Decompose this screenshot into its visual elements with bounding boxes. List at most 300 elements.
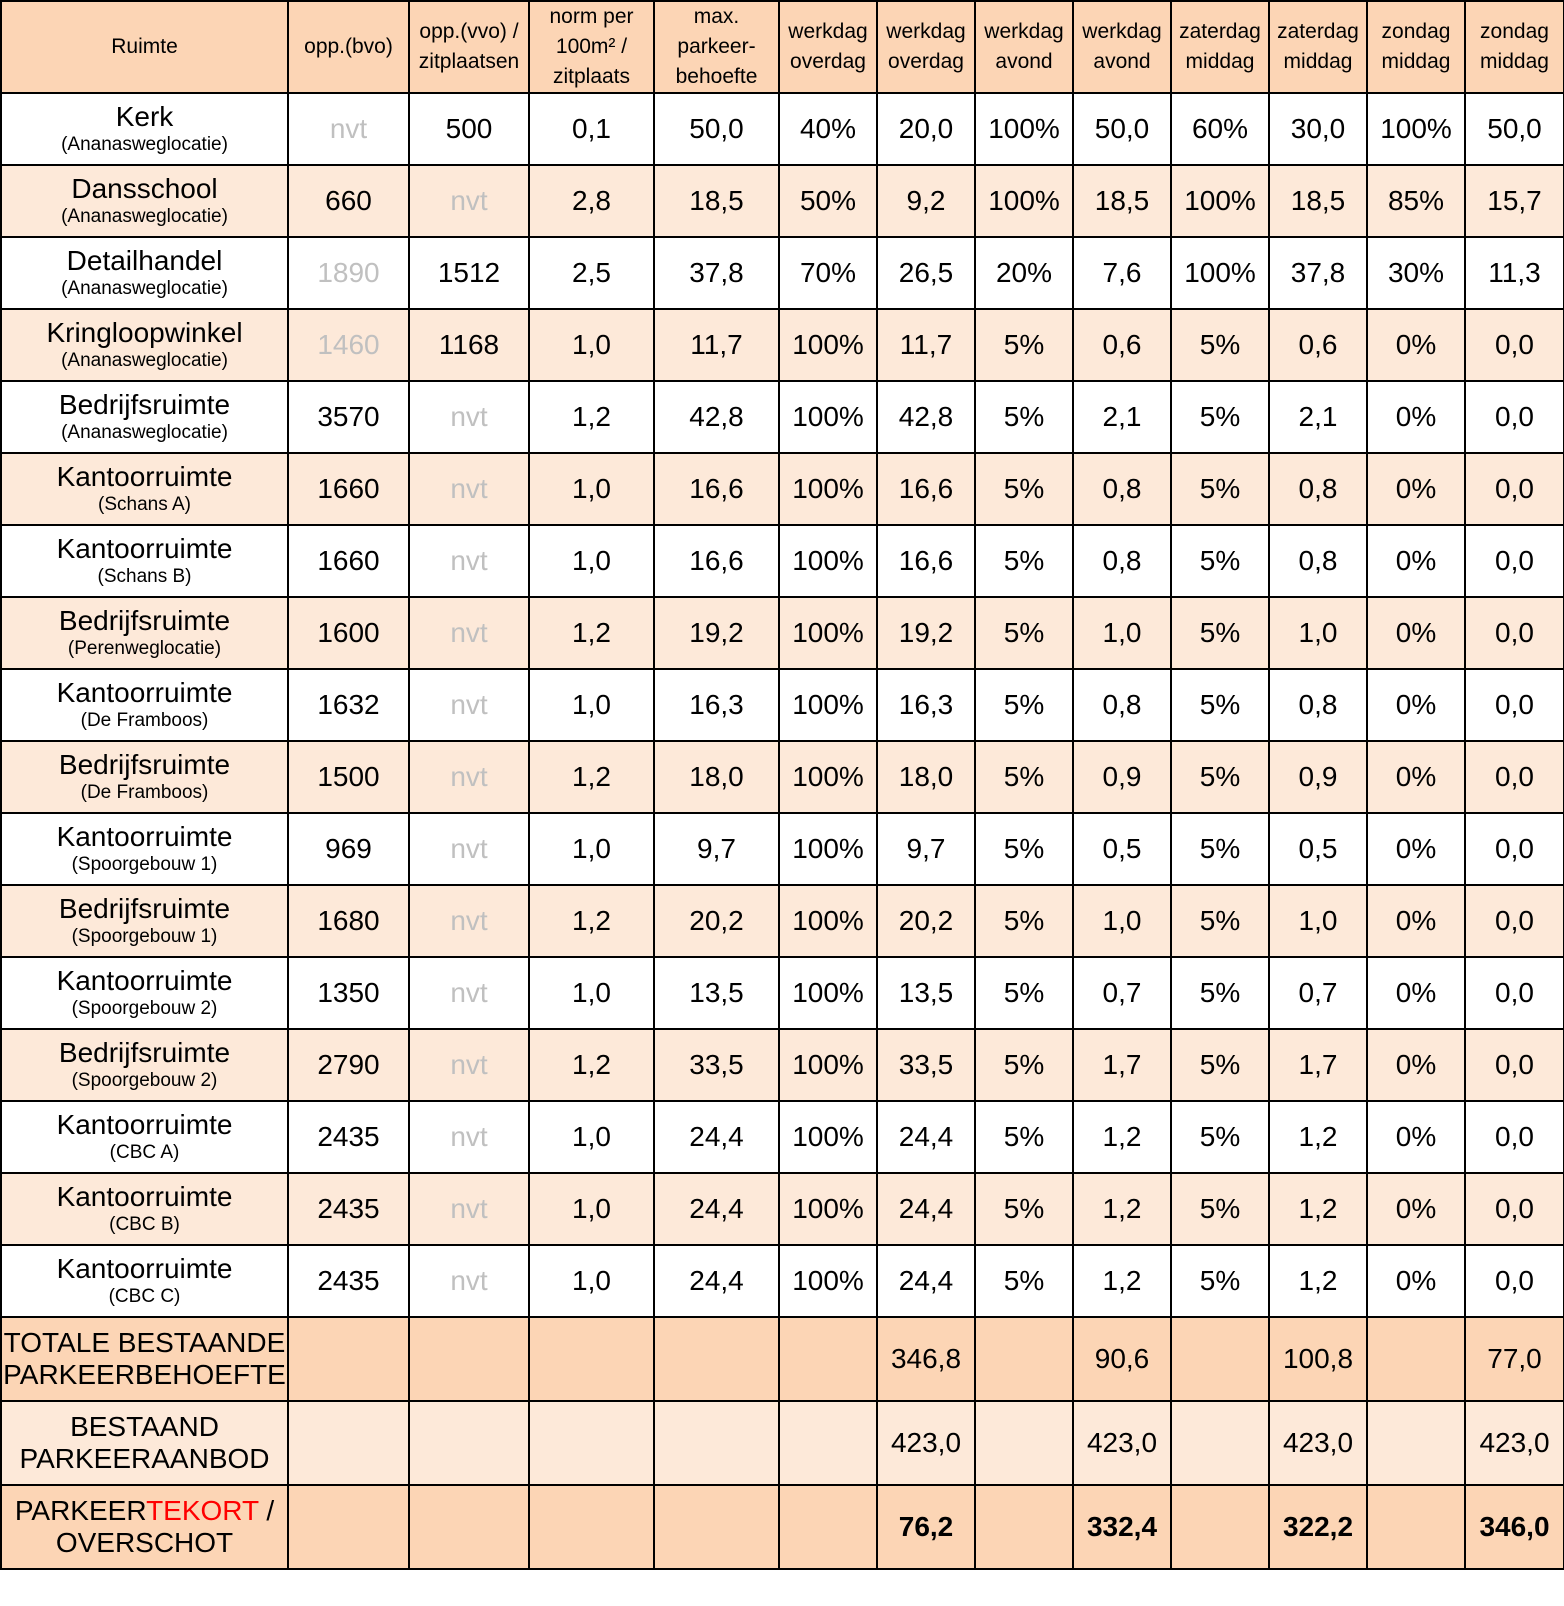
ruimte-cell — [1, 669, 288, 741]
zondag-middag-pct-cell: 0% — [1367, 597, 1465, 669]
ruimte-cell — [1, 309, 288, 381]
werkdag-avond-value-cell: 1,2 — [1073, 1173, 1171, 1245]
zaterdag-middag-value-cell: 1,2 — [1269, 1101, 1367, 1173]
max-demand-cell: 16,3 — [654, 669, 779, 741]
zaterdag-middag-pct-cell: 5% — [1171, 381, 1269, 453]
max-demand-cell: 24,4 — [654, 1245, 779, 1317]
table-row — [1, 93, 1564, 165]
label-suffix: / — [258, 1495, 275, 1526]
header-cell: werkdag avond — [1073, 1, 1171, 93]
zaterdag-middag-pct-cell: 5% — [1171, 1173, 1269, 1245]
label-prefix: PARKEER — [14, 1495, 147, 1526]
werkdag-overdag-value-cell: 24,4 — [877, 1173, 975, 1245]
zaterdag-middag-value-cell: 18,5 — [1269, 165, 1367, 237]
werkdag-overdag-pct-cell: 100% — [779, 597, 877, 669]
werkdag-avond-value-cell: 0,9 — [1073, 741, 1171, 813]
werkdag-overdag-value-cell: 18,0 — [877, 741, 975, 813]
label-line: PARKEERAANBOD — [19, 1443, 270, 1474]
empty-cell — [1171, 1317, 1269, 1401]
ruimte-location: (Spoorgebouw 2) — [71, 998, 218, 1019]
zondag-middag-pct-cell: 0% — [1367, 381, 1465, 453]
opp-vvo-cell: nvt — [409, 1101, 529, 1173]
ruimte-location: (CBC A) — [109, 1142, 180, 1163]
opp-bvo-cell: 2435 — [288, 1101, 409, 1173]
opp-vvo-cell: nvt — [409, 741, 529, 813]
werkdag-avond-pct-cell: 5% — [975, 1173, 1073, 1245]
total-werkdag-overdag: 346,8 — [877, 1317, 975, 1401]
ruimte-location: (De Framboos) — [80, 782, 209, 803]
werkdag-avond-value-cell: 0,5 — [1073, 813, 1171, 885]
werkdag-overdag-value-cell: 16,6 — [877, 525, 975, 597]
zondag-middag-pct-cell: 0% — [1367, 885, 1465, 957]
opp-vvo-cell: nvt — [409, 957, 529, 1029]
total-demand-label — [1, 1317, 288, 1401]
header-cell: werkdag overdag — [779, 1, 877, 93]
ruimte-name: Dansschool — [71, 173, 218, 204]
ruimte-cell — [1, 885, 288, 957]
ruimte-cell — [1, 1029, 288, 1101]
max-demand-cell: 19,2 — [654, 597, 779, 669]
zaterdag-middag-value-cell: 1,0 — [1269, 597, 1367, 669]
werkdag-overdag-value-cell: 26,5 — [877, 237, 975, 309]
werkdag-avond-pct-cell: 5% — [975, 813, 1073, 885]
werkdag-avond-value-cell: 50,0 — [1073, 93, 1171, 165]
opp-bvo-cell: 1660 — [288, 453, 409, 525]
zondag-middag-pct-cell: 30% — [1367, 237, 1465, 309]
werkdag-avond-pct-cell: 5% — [975, 1245, 1073, 1317]
ruimte-name: Bedrijfsruimte — [58, 389, 231, 420]
zaterdag-middag-value-cell: 1,0 — [1269, 885, 1367, 957]
werkdag-avond-pct-cell: 5% — [975, 957, 1073, 1029]
werkdag-avond-pct-cell: 5% — [975, 1029, 1073, 1101]
werkdag-avond-pct-cell: 5% — [975, 453, 1073, 525]
ruimte-cell — [1, 1101, 288, 1173]
offer-zaterdag-middag: 423,0 — [1269, 1401, 1367, 1485]
opp-bvo-cell: 969 — [288, 813, 409, 885]
werkdag-overdag-pct-cell: 100% — [779, 309, 877, 381]
table-row — [1, 165, 1564, 237]
label-line: PARKEERBEHOEFTE — [3, 1359, 286, 1390]
opp-bvo-cell: 1680 — [288, 885, 409, 957]
ruimte-location: (CBC C) — [108, 1286, 181, 1307]
max-demand-cell: 50,0 — [654, 93, 779, 165]
werkdag-avond-value-cell: 0,8 — [1073, 669, 1171, 741]
opp-bvo-cell: 1350 — [288, 957, 409, 1029]
ruimte-cell — [1, 741, 288, 813]
zaterdag-middag-pct-cell: 100% — [1171, 237, 1269, 309]
opp-vvo-cell: nvt — [409, 165, 529, 237]
werkdag-overdag-pct-cell: 100% — [779, 1245, 877, 1317]
result-werkdag-avond: 332,4 — [1073, 1485, 1171, 1569]
norm-cell: 2,5 — [529, 237, 654, 309]
ruimte-name: Kantoorruimte — [56, 821, 233, 852]
werkdag-overdag-pct-cell: 100% — [779, 669, 877, 741]
table-row — [1, 885, 1564, 957]
opp-vvo-cell: nvt — [409, 1245, 529, 1317]
zondag-middag-value-cell: 0,0 — [1465, 957, 1564, 1029]
zaterdag-middag-value-cell: 1,2 — [1269, 1245, 1367, 1317]
opp-bvo-cell: 2435 — [288, 1173, 409, 1245]
zondag-middag-value-cell: 0,0 — [1465, 1101, 1564, 1173]
zaterdag-middag-pct-cell: 5% — [1171, 813, 1269, 885]
ruimte-cell — [1, 957, 288, 1029]
header-cell: zondag middag — [1465, 1, 1564, 93]
zaterdag-middag-value-cell: 37,8 — [1269, 237, 1367, 309]
werkdag-avond-value-cell: 18,5 — [1073, 165, 1171, 237]
ruimte-cell — [1, 381, 288, 453]
ruimte-name: Kantoorruimte — [56, 677, 233, 708]
werkdag-overdag-value-cell: 20,2 — [877, 885, 975, 957]
zaterdag-middag-value-cell: 1,2 — [1269, 1173, 1367, 1245]
zaterdag-middag-value-cell: 0,5 — [1269, 813, 1367, 885]
zaterdag-middag-value-cell: 0,8 — [1269, 669, 1367, 741]
werkdag-avond-pct-cell: 5% — [975, 885, 1073, 957]
zondag-middag-pct-cell: 0% — [1367, 1245, 1465, 1317]
norm-cell: 1,0 — [529, 309, 654, 381]
ruimte-name: Kringloopwinkel — [46, 317, 243, 348]
empty-cell — [409, 1401, 529, 1485]
opp-vvo-cell: 1168 — [409, 309, 529, 381]
werkdag-overdag-value-cell: 20,0 — [877, 93, 975, 165]
norm-cell: 0,1 — [529, 93, 654, 165]
max-demand-cell: 42,8 — [654, 381, 779, 453]
zaterdag-middag-pct-cell: 5% — [1171, 741, 1269, 813]
zondag-middag-value-cell: 0,0 — [1465, 597, 1564, 669]
zondag-middag-pct-cell: 0% — [1367, 957, 1465, 1029]
werkdag-avond-pct-cell: 5% — [975, 525, 1073, 597]
ruimte-name: Bedrijfsruimte — [58, 749, 231, 780]
empty-cell — [1367, 1401, 1465, 1485]
werkdag-overdag-pct-cell: 100% — [779, 453, 877, 525]
table-row — [1, 669, 1564, 741]
ruimte-cell — [1, 165, 288, 237]
total-zondag-middag: 77,0 — [1465, 1317, 1564, 1401]
ruimte-location: (Ananasweglocatie) — [61, 350, 228, 371]
ruimte-name: Detailhandel — [66, 245, 223, 276]
empty-cell — [1367, 1485, 1465, 1569]
opp-bvo-cell: 2790 — [288, 1029, 409, 1101]
label-line: BESTAAND — [70, 1411, 219, 1442]
zaterdag-middag-pct-cell: 5% — [1171, 1245, 1269, 1317]
zaterdag-middag-pct-cell: 5% — [1171, 669, 1269, 741]
label-tekort-red: TEKORT — [146, 1495, 259, 1526]
ruimte-location: (Ananasweglocatie) — [61, 206, 228, 227]
empty-cell — [654, 1485, 779, 1569]
ruimte-location: (CBC B) — [109, 1214, 180, 1235]
opp-bvo-cell: 1632 — [288, 669, 409, 741]
ruimte-cell — [1, 1173, 288, 1245]
werkdag-overdag-pct-cell: 100% — [779, 525, 877, 597]
ruimte-location: (Ananasweglocatie) — [61, 422, 228, 443]
ruimte-cell — [1, 525, 288, 597]
header-cell: norm per 100m² / zitplaats — [529, 1, 654, 93]
werkdag-avond-value-cell: 1,7 — [1073, 1029, 1171, 1101]
empty-cell — [529, 1401, 654, 1485]
zaterdag-middag-value-cell: 30,0 — [1269, 93, 1367, 165]
parking-offer-label — [1, 1401, 288, 1485]
table-row — [1, 381, 1564, 453]
werkdag-avond-pct-cell: 5% — [975, 669, 1073, 741]
opp-vvo-cell: 1512 — [409, 237, 529, 309]
zaterdag-middag-value-cell: 0,8 — [1269, 453, 1367, 525]
werkdag-overdag-value-cell: 24,4 — [877, 1245, 975, 1317]
werkdag-overdag-value-cell: 16,6 — [877, 453, 975, 525]
norm-cell: 1,0 — [529, 1173, 654, 1245]
norm-cell: 2,8 — [529, 165, 654, 237]
werkdag-overdag-value-cell: 33,5 — [877, 1029, 975, 1101]
ruimte-location: (De Framboos) — [80, 710, 209, 731]
opp-bvo-cell: 3570 — [288, 381, 409, 453]
ruimte-cell — [1, 93, 288, 165]
header-row — [1, 1, 1564, 93]
empty-cell — [975, 1485, 1073, 1569]
werkdag-overdag-pct-cell: 70% — [779, 237, 877, 309]
table-body — [1, 93, 1564, 1317]
werkdag-avond-pct-cell: 5% — [975, 597, 1073, 669]
ruimte-name: Bedrijfsruimte — [58, 893, 231, 924]
zaterdag-middag-pct-cell: 5% — [1171, 453, 1269, 525]
header-cell: zaterdag middag — [1269, 1, 1367, 93]
table-row — [1, 1101, 1564, 1173]
ruimte-location: (Perenweglocatie) — [67, 638, 222, 659]
zondag-middag-value-cell: 0,0 — [1465, 1029, 1564, 1101]
norm-cell: 1,2 — [529, 381, 654, 453]
zondag-middag-pct-cell: 0% — [1367, 453, 1465, 525]
empty-cell — [288, 1401, 409, 1485]
ruimte-name: Kantoorruimte — [56, 1253, 233, 1284]
opp-vvo-cell: 500 — [409, 93, 529, 165]
werkdag-overdag-value-cell: 24,4 — [877, 1101, 975, 1173]
max-demand-cell: 16,6 — [654, 525, 779, 597]
opp-vvo-cell: nvt — [409, 1029, 529, 1101]
werkdag-avond-pct-cell: 5% — [975, 381, 1073, 453]
empty-cell — [975, 1401, 1073, 1485]
header-cell: zondag middag — [1367, 1, 1465, 93]
ruimte-name: Kantoorruimte — [56, 965, 233, 996]
empty-cell — [288, 1485, 409, 1569]
opp-vvo-cell: nvt — [409, 813, 529, 885]
max-demand-cell: 18,0 — [654, 741, 779, 813]
werkdag-overdag-pct-cell: 100% — [779, 741, 877, 813]
header-cell: Ruimte — [1, 1, 288, 93]
werkdag-overdag-value-cell: 42,8 — [877, 381, 975, 453]
zondag-middag-pct-cell: 0% — [1367, 309, 1465, 381]
opp-vvo-cell: nvt — [409, 885, 529, 957]
empty-cell — [288, 1317, 409, 1401]
zondag-middag-pct-cell: 0% — [1367, 669, 1465, 741]
opp-bvo-cell: 1890 — [288, 237, 409, 309]
werkdag-avond-value-cell: 0,8 — [1073, 525, 1171, 597]
label-line: OVERSCHOT — [55, 1527, 234, 1558]
zaterdag-middag-value-cell: 0,9 — [1269, 741, 1367, 813]
header-cell: opp.(bvo) — [288, 1, 409, 93]
werkdag-avond-value-cell: 1,0 — [1073, 597, 1171, 669]
zondag-middag-pct-cell: 0% — [1367, 1101, 1465, 1173]
zondag-middag-pct-cell: 0% — [1367, 741, 1465, 813]
norm-cell: 1,0 — [529, 957, 654, 1029]
zondag-middag-value-cell: 0,0 — [1465, 381, 1564, 453]
zondag-middag-value-cell: 15,7 — [1465, 165, 1564, 237]
opp-vvo-cell: nvt — [409, 525, 529, 597]
werkdag-overdag-value-cell: 11,7 — [877, 309, 975, 381]
ruimte-location: (Spoorgebouw 1) — [71, 926, 218, 947]
norm-cell: 1,0 — [529, 669, 654, 741]
norm-cell: 1,0 — [529, 1245, 654, 1317]
werkdag-avond-pct-cell: 5% — [975, 741, 1073, 813]
zondag-middag-pct-cell: 0% — [1367, 1029, 1465, 1101]
ruimte-cell — [1, 813, 288, 885]
werkdag-avond-value-cell: 0,7 — [1073, 957, 1171, 1029]
norm-cell: 1,2 — [529, 597, 654, 669]
max-demand-cell: 24,4 — [654, 1173, 779, 1245]
zaterdag-middag-pct-cell: 5% — [1171, 1101, 1269, 1173]
zaterdag-middag-value-cell: 0,6 — [1269, 309, 1367, 381]
opp-vvo-cell: nvt — [409, 381, 529, 453]
empty-cell — [1367, 1317, 1465, 1401]
zondag-middag-value-cell: 0,0 — [1465, 885, 1564, 957]
werkdag-overdag-pct-cell: 40% — [779, 93, 877, 165]
table-row — [1, 237, 1564, 309]
zondag-middag-value-cell: 50,0 — [1465, 93, 1564, 165]
table-row — [1, 597, 1564, 669]
opp-bvo-cell: 1660 — [288, 525, 409, 597]
werkdag-overdag-pct-cell: 100% — [779, 957, 877, 1029]
result-zaterdag-middag: 322,2 — [1269, 1485, 1367, 1569]
opp-vvo-cell: nvt — [409, 597, 529, 669]
table-row — [1, 813, 1564, 885]
table-row — [1, 1245, 1564, 1317]
zondag-middag-pct-cell: 0% — [1367, 1173, 1465, 1245]
werkdag-avond-pct-cell: 5% — [975, 1101, 1073, 1173]
empty-cell — [779, 1401, 877, 1485]
max-demand-cell: 13,5 — [654, 957, 779, 1029]
result-zondag-middag: 346,0 — [1465, 1485, 1564, 1569]
werkdag-avond-value-cell: 0,8 — [1073, 453, 1171, 525]
norm-cell: 1,2 — [529, 885, 654, 957]
header-cell: zaterdag middag — [1171, 1, 1269, 93]
table-row — [1, 741, 1564, 813]
zaterdag-middag-value-cell: 1,7 — [1269, 1029, 1367, 1101]
werkdag-overdag-pct-cell: 100% — [779, 1101, 877, 1173]
empty-cell — [529, 1317, 654, 1401]
ruimte-location: (Schans B) — [97, 566, 192, 587]
offer-werkdag-overdag: 423,0 — [877, 1401, 975, 1485]
opp-bvo-cell: 2435 — [288, 1245, 409, 1317]
label-line: TOTALE BESTAANDE — [3, 1327, 286, 1358]
header-cell: werkdag overdag — [877, 1, 975, 93]
empty-cell — [1171, 1485, 1269, 1569]
empty-cell — [409, 1485, 529, 1569]
zondag-middag-value-cell: 0,0 — [1465, 669, 1564, 741]
empty-cell — [409, 1317, 529, 1401]
zondag-middag-value-cell: 0,0 — [1465, 741, 1564, 813]
opp-vvo-cell: nvt — [409, 453, 529, 525]
zaterdag-middag-pct-cell: 5% — [1171, 957, 1269, 1029]
werkdag-avond-pct-cell: 100% — [975, 165, 1073, 237]
shortage-surplus-row — [1, 1485, 1564, 1569]
norm-cell: 1,0 — [529, 1101, 654, 1173]
ruimte-cell — [1, 597, 288, 669]
zaterdag-middag-pct-cell: 5% — [1171, 309, 1269, 381]
empty-cell — [529, 1485, 654, 1569]
table-row — [1, 309, 1564, 381]
offer-werkdag-avond: 423,0 — [1073, 1401, 1171, 1485]
werkdag-overdag-pct-cell: 100% — [779, 885, 877, 957]
werkdag-avond-pct-cell: 5% — [975, 309, 1073, 381]
werkdag-avond-value-cell: 0,6 — [1073, 309, 1171, 381]
table-row — [1, 1173, 1564, 1245]
zondag-middag-value-cell: 11,3 — [1465, 237, 1564, 309]
zondag-middag-pct-cell: 85% — [1367, 165, 1465, 237]
table-row — [1, 525, 1564, 597]
empty-cell — [654, 1317, 779, 1401]
opp-vvo-cell: nvt — [409, 1173, 529, 1245]
zaterdag-middag-pct-cell: 5% — [1171, 885, 1269, 957]
zondag-middag-pct-cell: 100% — [1367, 93, 1465, 165]
empty-cell — [779, 1317, 877, 1401]
opp-bvo-cell: 1600 — [288, 597, 409, 669]
werkdag-overdag-pct-cell: 50% — [779, 165, 877, 237]
max-demand-cell: 16,6 — [654, 453, 779, 525]
opp-vvo-cell: nvt — [409, 669, 529, 741]
max-demand-cell: 33,5 — [654, 1029, 779, 1101]
ruimte-cell — [1, 237, 288, 309]
zondag-middag-pct-cell: 0% — [1367, 525, 1465, 597]
table-row — [1, 453, 1564, 525]
norm-cell: 1,0 — [529, 525, 654, 597]
parking-offer-row — [1, 1401, 1564, 1485]
zaterdag-middag-pct-cell: 5% — [1171, 1029, 1269, 1101]
max-demand-cell: 24,4 — [654, 1101, 779, 1173]
empty-cell — [975, 1317, 1073, 1401]
zaterdag-middag-pct-cell: 100% — [1171, 165, 1269, 237]
zaterdag-middag-value-cell: 2,1 — [1269, 381, 1367, 453]
ruimte-location: (Ananasweglocatie) — [61, 278, 228, 299]
werkdag-overdag-pct-cell: 100% — [779, 813, 877, 885]
result-werkdag-overdag: 76,2 — [877, 1485, 975, 1569]
werkdag-overdag-value-cell: 9,2 — [877, 165, 975, 237]
ruimte-location: (Spoorgebouw 1) — [71, 854, 218, 875]
werkdag-avond-value-cell: 1,2 — [1073, 1101, 1171, 1173]
ruimte-location: (Ananasweglocatie) — [61, 134, 228, 155]
zondag-middag-value-cell: 0,0 — [1465, 1173, 1564, 1245]
ruimte-name: Bedrijfsruimte — [58, 1037, 231, 1068]
table-row — [1, 1029, 1564, 1101]
max-demand-cell: 11,7 — [654, 309, 779, 381]
max-demand-cell: 37,8 — [654, 237, 779, 309]
empty-cell — [654, 1401, 779, 1485]
header-cell: werkdag avond — [975, 1, 1073, 93]
zondag-middag-pct-cell: 0% — [1367, 813, 1465, 885]
zondag-middag-value-cell: 0,0 — [1465, 309, 1564, 381]
ruimte-name: Kantoorruimte — [56, 1181, 233, 1212]
werkdag-overdag-value-cell: 9,7 — [877, 813, 975, 885]
zaterdag-middag-value-cell: 0,8 — [1269, 525, 1367, 597]
ruimte-cell — [1, 453, 288, 525]
werkdag-overdag-pct-cell: 100% — [779, 1029, 877, 1101]
ruimte-location: (Spoorgebouw 2) — [71, 1070, 218, 1091]
zondag-middag-value-cell: 0,0 — [1465, 525, 1564, 597]
ruimte-name: Kantoorruimte — [56, 1109, 233, 1140]
werkdag-avond-pct-cell: 20% — [975, 237, 1073, 309]
norm-cell: 1,2 — [529, 1029, 654, 1101]
ruimte-name: Bedrijfsruimte — [58, 605, 231, 636]
ruimte-name: Kantoorruimte — [56, 533, 233, 564]
zondag-middag-value-cell: 0,0 — [1465, 813, 1564, 885]
table-row — [1, 957, 1564, 1029]
norm-cell: 1,0 — [529, 813, 654, 885]
ruimte-location: (Schans A) — [98, 494, 191, 515]
